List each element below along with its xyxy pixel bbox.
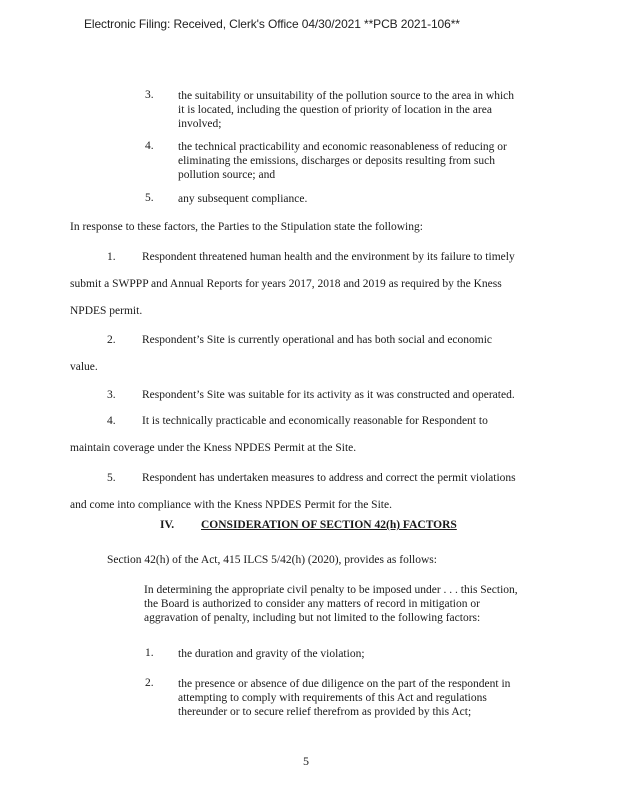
response-num-4: 4.	[107, 415, 116, 427]
bottom-list-item-2	[178, 677, 510, 719]
response-num-5: 5.	[107, 472, 116, 484]
filing-header: Electronic Filing: Received, Clerk's Office 04/30/2021 **PCB 2021-106**	[84, 17, 460, 31]
response-4-line: It is technically practicable and economically reasonable for Respondent to	[142, 415, 488, 427]
response-4-line: maintain coverage under the Kness NPDES Permit at the Site.	[70, 442, 357, 454]
response-num-2: 2.	[107, 334, 116, 346]
top-list-num-5: 5.	[145, 192, 154, 204]
text-line: it is located, including the question of priority of location in the area	[178, 104, 492, 116]
section-title: CONSIDERATION OF SECTION 42(h) FACTORS	[201, 519, 457, 531]
response-3-line: Respondent’s Site was suitable for its activity as it was constructed and operated.	[142, 389, 515, 401]
text-line: In determining the appropriate civil penalty to be imposed under . . . this Section,	[144, 584, 518, 596]
top-list-item-3	[178, 89, 514, 131]
response-2-line: Respondent’s Site is currently operational and has both social and economic	[142, 334, 493, 346]
intro-paragraph: In response to these factors, the Parties to the Stipulation state the following:	[70, 221, 423, 233]
text-line: eliminating the emissions, discharges or deposits resulting from such	[178, 155, 495, 167]
bottom-list-item-1	[178, 647, 365, 661]
section-number: IV.	[160, 519, 175, 531]
text-line: thereunder or to secure relief therefrom as provided by this Act;	[178, 706, 472, 718]
top-list-item-4	[178, 140, 507, 182]
response-5-line: and come into compliance with the Kness NPDES Permit for the Site.	[70, 499, 392, 511]
block-quote	[144, 583, 518, 625]
bottom-list-num-2: 2.	[145, 677, 154, 689]
text-line: the Board is authorized to consider any matters of record in mitigation or	[144, 598, 480, 610]
text-line: involved;	[178, 118, 222, 130]
top-list-item-5	[178, 192, 307, 206]
section-intro: Section 42(h) of the Act, 415 ILCS 5/42(h) (2020), provides as follows:	[107, 554, 437, 566]
top-list-num-3: 3.	[145, 89, 154, 101]
text-line: the presence or absence of due diligence on the part of the respondent in	[178, 678, 511, 690]
response-1-line: Respondent threatened human health and the environment by its failure to timely	[142, 251, 515, 263]
text-line: aggravation of penalty, including but not limited to the following factors:	[144, 612, 481, 624]
text-line: the suitability or unsuitability of the pollution source to the area in which	[178, 90, 514, 102]
text-line: pollution source; and	[178, 169, 276, 181]
page-number: 5	[303, 754, 309, 768]
text-line: the duration and gravity of the violation;	[178, 648, 365, 660]
response-5-line: Respondent has undertaken measures to address and correct the permit violations	[142, 472, 516, 484]
text-line: the technical practicability and economic reasonableness of reducing or	[178, 141, 507, 153]
text-line: any subsequent compliance.	[178, 193, 308, 205]
response-num-3: 3.	[107, 389, 116, 401]
text-line: attempting to comply with requirements of this Act and regulations	[178, 692, 487, 704]
bottom-list-num-1: 1.	[145, 647, 154, 659]
response-1-line: NPDES permit.	[70, 305, 143, 317]
response-1-line: submit a SWPPP and Annual Reports for years 2017, 2018 and 2019 as required by the Kness	[70, 278, 502, 290]
response-2-line: value.	[70, 361, 98, 373]
response-num-1: 1.	[107, 251, 116, 263]
top-list-num-4: 4.	[145, 140, 154, 152]
